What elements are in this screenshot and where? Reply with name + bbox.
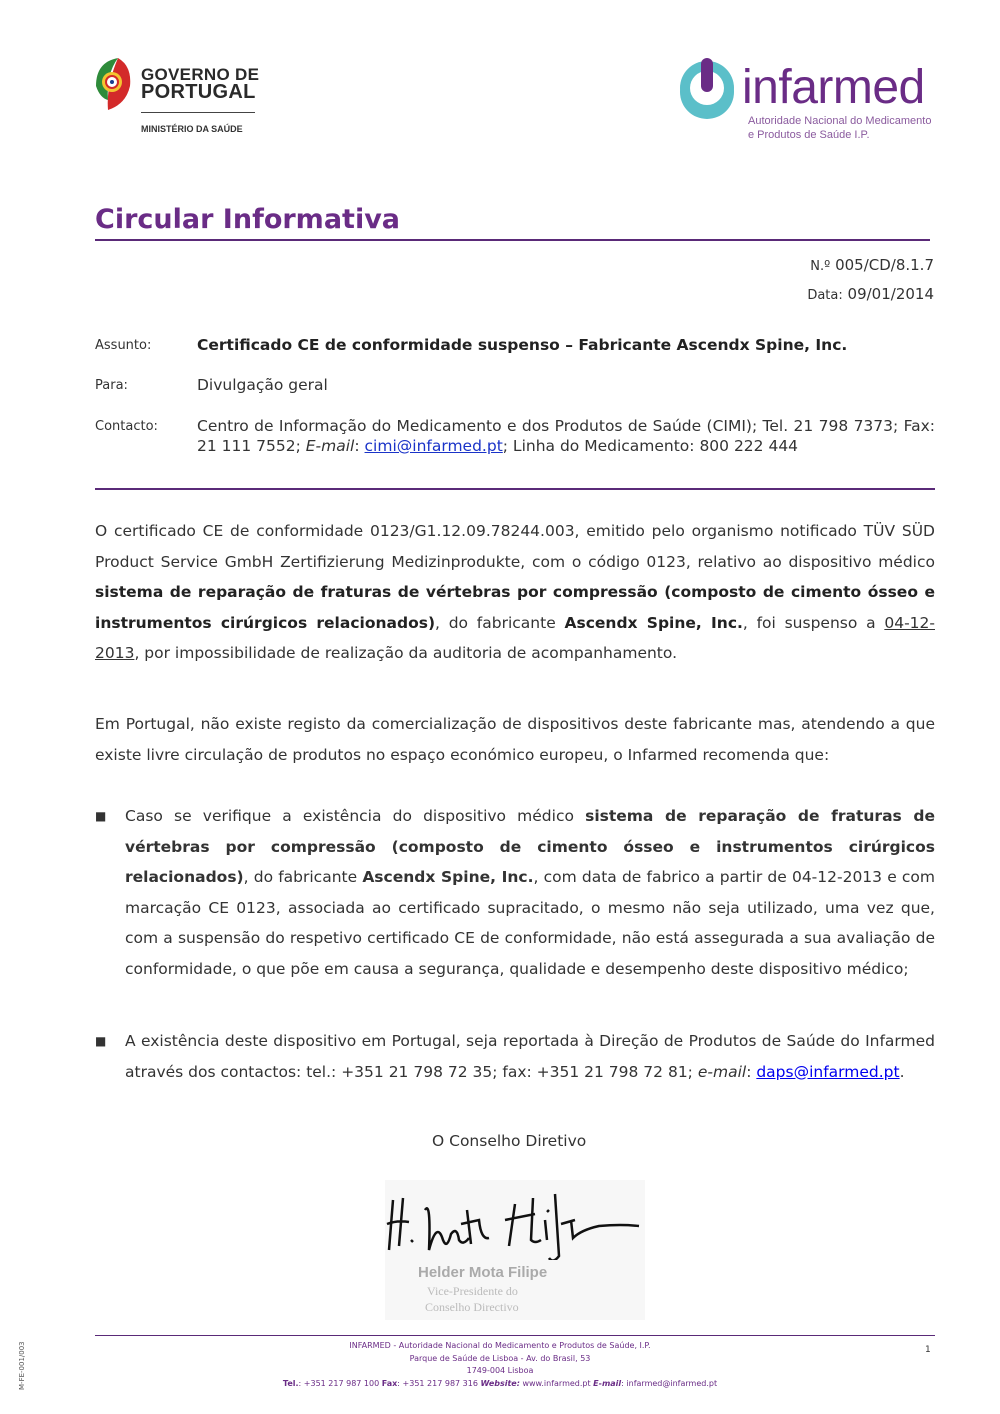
infarmed-wordmark: infarmed (742, 61, 925, 114)
signature-role-line2: Conselho Directivo (425, 1300, 519, 1314)
footer-fax-label: Fax (381, 1378, 398, 1388)
contacto-email-link[interactable]: cimi@infarmed.pt (364, 437, 503, 455)
infarmed-logo-icon (676, 58, 738, 122)
contacto-text-a: Centro de Informação do Medicamento e dos Produtos de Saúde (CIMI); Tel. 21 798 7373; Fax: 21 111 7552; (197, 417, 935, 455)
para-value: Divulgação geral (197, 376, 328, 394)
contacto-email-label: E-mail (305, 437, 355, 455)
b2-text-a: A existência deste dispositivo em Portugal, seja reportada à Direção de Produtos de Saúde do Infarmed através dos contactos: tel.: +351 21 798 72 35; fax: +351 21 798 72 81; (125, 1032, 935, 1081)
footer-email[interactable]: : infarmed@infarmed.pt (621, 1378, 718, 1388)
footer-web[interactable]: www.infarmed.pt (519, 1378, 594, 1388)
assunto-value: Certificado CE de conformidade suspenso – Fabricante Ascendx Spine, Inc. (197, 336, 848, 354)
bullet-icon: ■ (95, 809, 107, 823)
contacto-text-b: ; Linha do Medicamento: 800 222 444 (502, 437, 799, 455)
bullet-2-text (125, 1026, 935, 1087)
b2-text-b: : (746, 1062, 757, 1081)
b1-text-a: Caso se verifique a existência do dispositivo médico (125, 807, 586, 825)
signoff: O Conselho Diretivo (432, 1132, 587, 1150)
handwritten-signature (385, 1180, 645, 1260)
ministry-label: MINISTÉRIO DA SAÚDE (141, 124, 243, 134)
b1-text-c: , do fabricante (243, 868, 363, 887)
infarmed-subtitle-line1: Autoridade Nacional do Medicamento (748, 115, 932, 127)
signature-role-line1: Vice-Presidente do (427, 1284, 518, 1298)
gov-logo-line1: GOVERNO DE (141, 65, 260, 84)
paragraph-2: Em Portugal, não existe registo da comercialização de dispositivos deste fabricante mas, atendendo a que existe livre circulação de produtos no espaço económico europeu, o Infarmed recomenda que: (95, 715, 935, 764)
paragraph-1 (95, 516, 935, 669)
p1-text-c: , do fabricante (435, 613, 565, 632)
b2-email-label: e-mail (697, 1062, 747, 1081)
footer-tel: : +351 217 987 100 (298, 1378, 382, 1388)
daps-email-link[interactable]: daps@infarmed.pt (756, 1062, 900, 1081)
infarmed-subtitle-line2: e Produtos de Saúde I.P. (748, 129, 870, 141)
footer-fax: : +351 217 987 316 (397, 1378, 481, 1388)
footer-email-label: E-mail (593, 1378, 622, 1388)
date-value: 09/01/2014 (847, 285, 934, 303)
assunto-label: Assunto: (95, 338, 152, 353)
b1-manufacturer: Ascendx Spine, Inc. (362, 868, 534, 887)
date-label: Data: (807, 288, 843, 303)
bullet-icon: ■ (95, 1034, 107, 1048)
number-label: N.º (810, 259, 831, 274)
contacto-value: Centro de Informação do Medicamento e dos Produtos de Saúde (CIMI); Tel. 21 798 7373; Fax: 21 111 7552; E-mail: cimi@infarmed.pt; Linha do Medicamento: 800 222 444 (197, 417, 935, 455)
footer-line3: 1749-004 Lisboa (466, 1366, 534, 1375)
b2-text-c: . (899, 1062, 905, 1081)
p1-text-f: , por impossibilidade de realização da auditoria de acompanhamento. (134, 644, 678, 663)
document-title: Circular Informativa (95, 204, 401, 235)
gov-logo-divider (141, 112, 255, 113)
form-code: M-FE-001/003 (18, 1341, 26, 1390)
page-number: 1 (925, 1345, 931, 1355)
contacto-label: Contacto: (95, 419, 158, 434)
footer-address (0, 1340, 1000, 1390)
footer-line2: Parque de Saúde de Lisboa - Av. do Brasil, 53 (409, 1353, 591, 1363)
title-divider (95, 239, 930, 241)
bullet-1-text (125, 801, 935, 985)
signature-name: Helder Mota Filipe (418, 1264, 548, 1281)
p1-text-e: , foi suspenso a (742, 613, 885, 632)
number-value: 005/CD/8.1.7 (835, 256, 934, 274)
footer-web-label: Website: (480, 1378, 520, 1388)
b1-device-name: sistema de reparação de fraturas de vértebras por compressão (composto de cimento ósseo e instrumentos cirúrgicos relacionados) (125, 807, 935, 887)
circular-number (810, 256, 934, 274)
p1-device-name: sistema de reparação de fraturas de vértebras por compressão (composto de cimento ósseo e instrumentos cirúrgicos relacionados) (95, 583, 935, 632)
infarmed-subtitle (748, 114, 948, 142)
para-label: Para: (95, 378, 128, 393)
footer-tel-label: Tel. (282, 1378, 299, 1388)
circular-date (807, 285, 934, 303)
footer-contacts (0, 1378, 1000, 1391)
footer-line1: INFARMED - Autoridade Nacional do Medicamento e Produtos de Saúde, I.P. (349, 1341, 651, 1350)
p1-manufacturer: Ascendx Spine, Inc. (564, 613, 743, 632)
gov-logo-line2: PORTUGAL (141, 81, 256, 103)
p1-suspension-date: 04-12-2013 (95, 613, 935, 663)
meta-divider (95, 488, 935, 490)
p1-text-a: O certificado CE de conformidade 0123/G1.12.09.78244.003, emitido pelo organismo notificado TÜV SÜD Product Service GmbH Zertifizierung Medizinprodukte, com o código 0123, relativo ao dispositivo médico (95, 522, 935, 571)
b1-text-e: , com data de fabrico a partir de 04-12-2013 e com marcação CE 0123, associada ao certificado supracitado, o mesmo não seja utilizado, uma vez que, com a suspensão do respetivo certificado CE de conformidade, não está assegurada a sua avaliação de conformidade, o que põe em causa a segurança, qualidade e desempenho deste dispositivo médico; (125, 868, 935, 978)
bullet-item-2 (95, 1026, 935, 1121)
governo-portugal-emblem (92, 56, 134, 112)
signature-stamp (385, 1180, 645, 1320)
footer-divider (95, 1335, 935, 1336)
bullet-item-1 (95, 801, 935, 1016)
